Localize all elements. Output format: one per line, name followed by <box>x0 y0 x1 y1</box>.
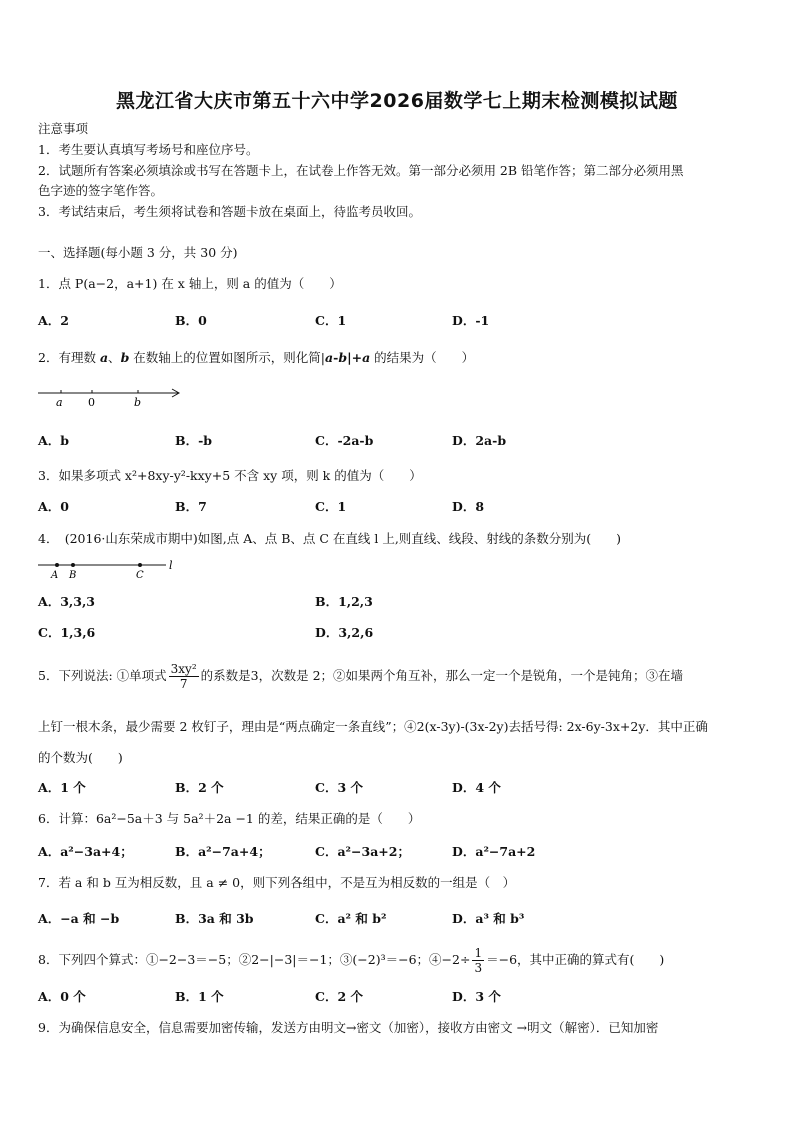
fraction-denominator: 3 <box>474 961 483 975</box>
q2-var-a: a <box>362 350 371 365</box>
q4-option-d: D．3,2,6 <box>315 625 374 640</box>
q2-stem-part: 2．有理数 <box>38 350 100 365</box>
q3-option-d: D．8 <box>452 499 485 514</box>
q8-text: ＝−6，其中正确的算式有( ) <box>486 952 665 967</box>
q8-fraction <box>472 946 484 975</box>
q6-option-a: A．a²−3a+4； <box>38 844 133 859</box>
notice-item-2: 2．试题所有答案必须填涂或书写在答题卡上，在试卷上作答无效。第一部分必须用 2B 铅笔作答；第二部分必须用黑 <box>38 163 684 178</box>
axis-label-a: a <box>56 396 63 409</box>
q1-option-d: D．-1 <box>452 313 490 328</box>
q2-option-d: D．2a-b <box>452 433 507 448</box>
q2-stem-part: 的结果为（ ） <box>370 350 475 365</box>
q7-stem: 7．若 a 和 b 互为相反数，且 a ≠ 0，则下列各组中，不是互为相反数的一组是（ ） <box>38 875 516 890</box>
q4-stem: 4． (2016·山东荣成市期中)如图,点 A、点 B、点 C 在直线 l 上,则直线、线段、射线的条数分别为( ) <box>38 531 622 546</box>
q2-stem-part: 、 <box>108 350 121 365</box>
q5-option-b: B．2 个 <box>175 780 224 795</box>
q6-option-c: C．a²−3a+2； <box>315 844 410 859</box>
q3-option-c: C．1 <box>315 499 347 514</box>
q7-option-d: D．a³ 和 b³ <box>452 911 525 926</box>
q1-option-b: B．0 <box>175 313 207 328</box>
q8-text: 8．下列四个算式：①−2−3＝−5；②2−|−3|＝−1；③(−2)³＝−6；④−2÷ <box>38 952 471 967</box>
q7-option-c: C．a² 和 b² <box>315 911 387 926</box>
q2-stem-part: 在数轴上的位置如图所示，则化简| <box>129 350 325 365</box>
q7-option-b: B．3a 和 3b <box>175 911 254 926</box>
q5-line-1 <box>38 662 683 691</box>
q1-option-c: C．1 <box>315 313 347 328</box>
q2-var-b: b <box>120 350 130 365</box>
q8-option-b: B．1 个 <box>175 989 224 1004</box>
fraction-denominator: 7 <box>179 677 188 691</box>
q9-stem: 9．为确保信息安全，信息需要加密传输，发送方由明文→密文（加密），接收方由密文 →明文（解密）．已知加密 <box>38 1020 659 1035</box>
q2-option-a: A．b <box>38 433 69 448</box>
q2-stem <box>38 350 474 366</box>
q5-option-c: C．3 个 <box>315 780 363 795</box>
q4-option-c: C．1,3,6 <box>38 625 96 640</box>
q8-option-a: A．0 个 <box>38 989 86 1004</box>
q6-stem: 6．计算：6a²−5a＋3 与 5a²＋2a −1 的差，结果正确的是（ ） <box>38 811 421 826</box>
q5-text: 5．下列说法: ①单项式 <box>38 668 167 683</box>
fraction-numerator: 3xy² <box>170 662 197 676</box>
q5-option-a: A．1 个 <box>38 780 86 795</box>
q2-number-line <box>36 384 186 410</box>
q7-option-a: A．−a 和 −b <box>38 911 120 926</box>
q2-var-a: a <box>99 350 109 365</box>
point-label-c: C <box>136 570 144 581</box>
q2-var-a: a <box>325 350 334 365</box>
line-label-l: l <box>169 559 173 572</box>
q2-var-b: b <box>338 350 348 365</box>
q4-option-b: B．1,2,3 <box>315 594 373 609</box>
q8-option-d: D．3 个 <box>452 989 501 1004</box>
axis-label-b: b <box>134 396 142 409</box>
notice-heading: 注意事项 <box>38 121 89 136</box>
q5-line-2: 上钉一根木条，最少需要 2 枚钉子，理由是“两点确定一条直线”；④2(x-3y)-(3x-2y)去括号得: 2x-6y-3x+2y．其中正确 <box>38 719 708 734</box>
notice-item-2-cont: 色字迹的签字笔作答。 <box>38 183 164 198</box>
q6-option-d: D．a²−7a+2 <box>452 844 536 859</box>
q2-stem-part: |+ <box>347 350 363 365</box>
q3-option-a: A．0 <box>38 499 69 514</box>
q4-line-figure <box>36 557 186 583</box>
q1-stem: 1．点 P(a−2，a+1) 在 x 轴上，则 a 的值为（ ） <box>38 276 342 291</box>
q2-stem-part: - <box>333 350 339 365</box>
notice-item-3: 3．考试结束后，考生须将试卷和答题卡放在桌面上，待监考员收回。 <box>38 204 421 219</box>
fraction-numerator: 1 <box>474 946 483 960</box>
q6-option-b: B．a²−7a+4； <box>175 844 271 859</box>
q5-fraction <box>169 662 199 691</box>
q8-stem <box>38 946 664 975</box>
q1-option-a: A．2 <box>38 313 69 328</box>
q5-line-3: 的个数为( ) <box>38 750 123 765</box>
notice-item-1: 1．考生要认真填写考场号和座位序号。 <box>38 142 259 157</box>
q2-option-c: C．-2a-b <box>315 433 374 448</box>
q5-option-d: D．4 个 <box>452 780 501 795</box>
section-heading: 一、选择题(每小题 3 分，共 30 分) <box>38 245 238 260</box>
q4-option-a: A．3,3,3 <box>38 594 95 609</box>
point-label-a: A <box>51 570 59 581</box>
axis-label-0: 0 <box>88 396 95 409</box>
page-title: 黑龙江省大庆市第五十六中学2026届数学七上期末检测模拟试题 <box>116 90 678 112</box>
q8-option-c: C．2 个 <box>315 989 363 1004</box>
point-label-b: B <box>69 570 77 581</box>
q2-option-b: B．-b <box>175 433 212 448</box>
q3-option-b: B．7 <box>175 499 207 514</box>
q5-text: 的系数是3，次数是 2；②如果两个角互补，那么一定一个是锐角，一个是钝角；③在墙 <box>200 668 684 683</box>
q3-stem: 3．如果多项式 x²+8xy-y²-kxy+5 不含 xy 项，则 k 的值为（ ） <box>38 468 422 483</box>
